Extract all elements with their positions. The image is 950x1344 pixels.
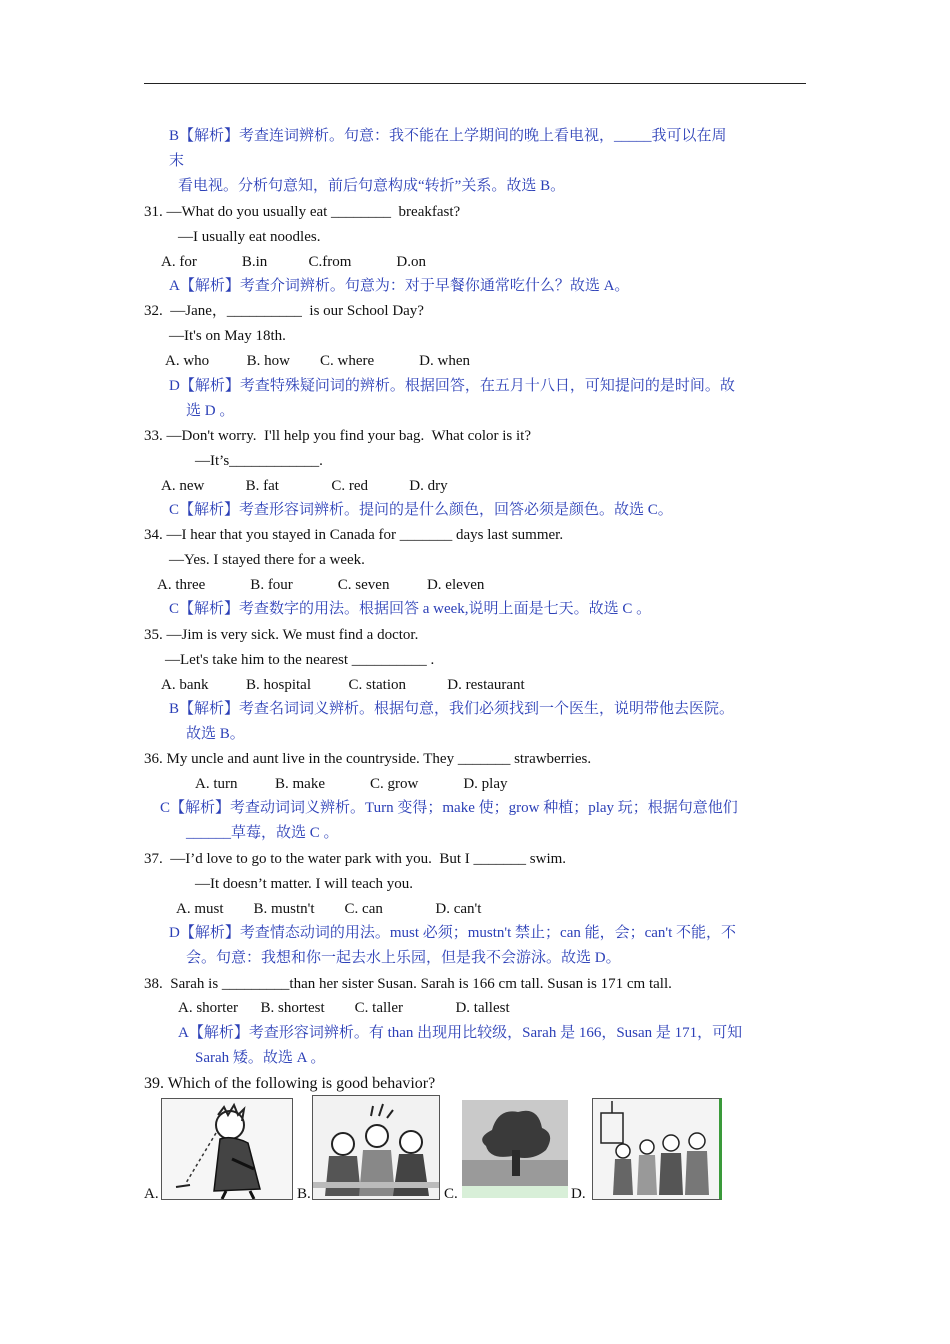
option-c-label: C.	[444, 1186, 458, 1202]
question-39: 39. Which of the following is good behavior?	[144, 1075, 436, 1092]
answer-37-analysis-cont: 会。句意：我想和你一起去水上乐园，但是我不会游泳。故选 D。	[186, 950, 621, 966]
question-32-options: A. who B. how C. where D. when	[165, 353, 470, 369]
question-31-options: A. for B.in C.from D.on	[161, 254, 426, 270]
answer-31-analysis: A【解析】考查介词辨析。句意为：对于早餐你通常吃什么？故选 A。	[169, 278, 630, 294]
question-35-reply: —Let's take him to the nearest __________ .	[165, 652, 435, 668]
question-33-reply: —It’s____________.	[195, 453, 323, 469]
tree-scene-illustration	[462, 1100, 568, 1198]
question-32: 32. —Jane，__________ is our School Day?	[144, 303, 424, 319]
question-34-options: A. three B. four C. seven D. eleven	[157, 577, 485, 593]
option-d-label: D.	[571, 1186, 586, 1202]
answer-37-analysis: D【解析】考查情态动词的用法。must 必须；mustn't 禁止；can 能，会；can't 不能，不	[169, 925, 737, 941]
noisy-people-illustration	[313, 1096, 439, 1199]
question-38: 38. Sarah is _________than her sister Susan. Sarah is 166 cm tall. Susan is 171 cm tall.	[144, 976, 672, 992]
question-34: 34. —I hear that you stayed in Canada for _______ days last summer.	[144, 527, 564, 543]
answer-32-analysis-cont: 选 D 。	[186, 403, 235, 419]
question-31: 31. —What do you usually eat ________ breakfast?	[144, 204, 461, 220]
question-34-reply: —Yes. I stayed there for a week.	[169, 552, 365, 568]
answer-35-analysis: B【解析】考查名词词义辨析。根据句意，我们必须找到一个医生，说明带他去医院。	[169, 701, 735, 717]
header-rule	[144, 83, 806, 84]
spitting-man-illustration	[162, 1099, 292, 1199]
option-a-picture	[161, 1098, 293, 1200]
option-c-picture	[462, 1100, 568, 1198]
question-35: 35. —Jim is very sick. We must find a doctor.	[144, 627, 419, 643]
question-37: 37. —I’d love to go to the water park with you. But I _______ swim.	[144, 851, 567, 867]
question-32-reply: —It's on May 18th.	[169, 328, 286, 344]
answer-38-analysis: A【解析】考查形容词辨析。有 than 出现用比较级，Sarah 是 166，Susan 是 171，可知	[178, 1025, 743, 1041]
option-d-picture	[592, 1098, 722, 1200]
answer-38-analysis-cont: Sarah 矮。故选 A 。	[195, 1050, 326, 1066]
question-36: 36. My uncle and aunt live in the countryside. They _______ strawberries.	[144, 751, 592, 767]
question-38-options: A. shorter B. shortest C. taller D. tallest	[178, 1000, 510, 1016]
question-36-options: A. turn B. make C. grow D. play	[195, 776, 508, 792]
answer-32-analysis: D【解析】考查特殊疑问词的辨析。根据回答，在五月十八日，可知提问的是时间。故	[169, 378, 735, 394]
question-37-reply: —It doesn’t matter. I will teach you.	[195, 876, 414, 892]
answer-33-analysis: C【解析】考查形容词辨析。提问的是什么颜色，回答必须是颜色。故选 C。	[169, 502, 673, 518]
question-37-options: A. must B. mustn't C. can D. can't	[176, 901, 482, 917]
answer-36-analysis: C【解析】考查动词词义辨析。Turn 变得；make 使；grow 种植；play 玩；根据句意他们	[160, 800, 738, 816]
option-b-label: B.	[297, 1186, 311, 1202]
answer-34-analysis: C【解析】考查数字的用法。根据回答 a week,说明上面是七天。故选 C 。	[169, 601, 652, 617]
answer-36-analysis-cont: ______草莓，故选 C 。	[186, 825, 339, 841]
answer-30-analysis: B【解析】考查连词辨析。句意：我不能在上学期间的晚上看电视，_____我可以在周	[169, 128, 727, 144]
answer-35-analysis-cont: 故选 B。	[186, 726, 245, 742]
question-33-options: A. new B. fat C. red D. dry	[161, 478, 448, 494]
question-35-options: A. bank B. hospital C. station D. restaurant	[161, 677, 525, 693]
option-a-label: A.	[144, 1186, 159, 1202]
option-b-picture	[312, 1095, 440, 1200]
question-33: 33. —Don't worry. I'll help you find your bag. What color is it?	[144, 428, 532, 444]
question-31-reply: —I usually eat noodles.	[178, 229, 321, 245]
answer-30-analysis-cont: 末	[169, 153, 185, 169]
answer-30-analysis-cont2: 看电视。分析句意知，前后句意构成“转折”关系。故选 B。	[178, 178, 566, 194]
queue-illustration	[593, 1099, 719, 1199]
